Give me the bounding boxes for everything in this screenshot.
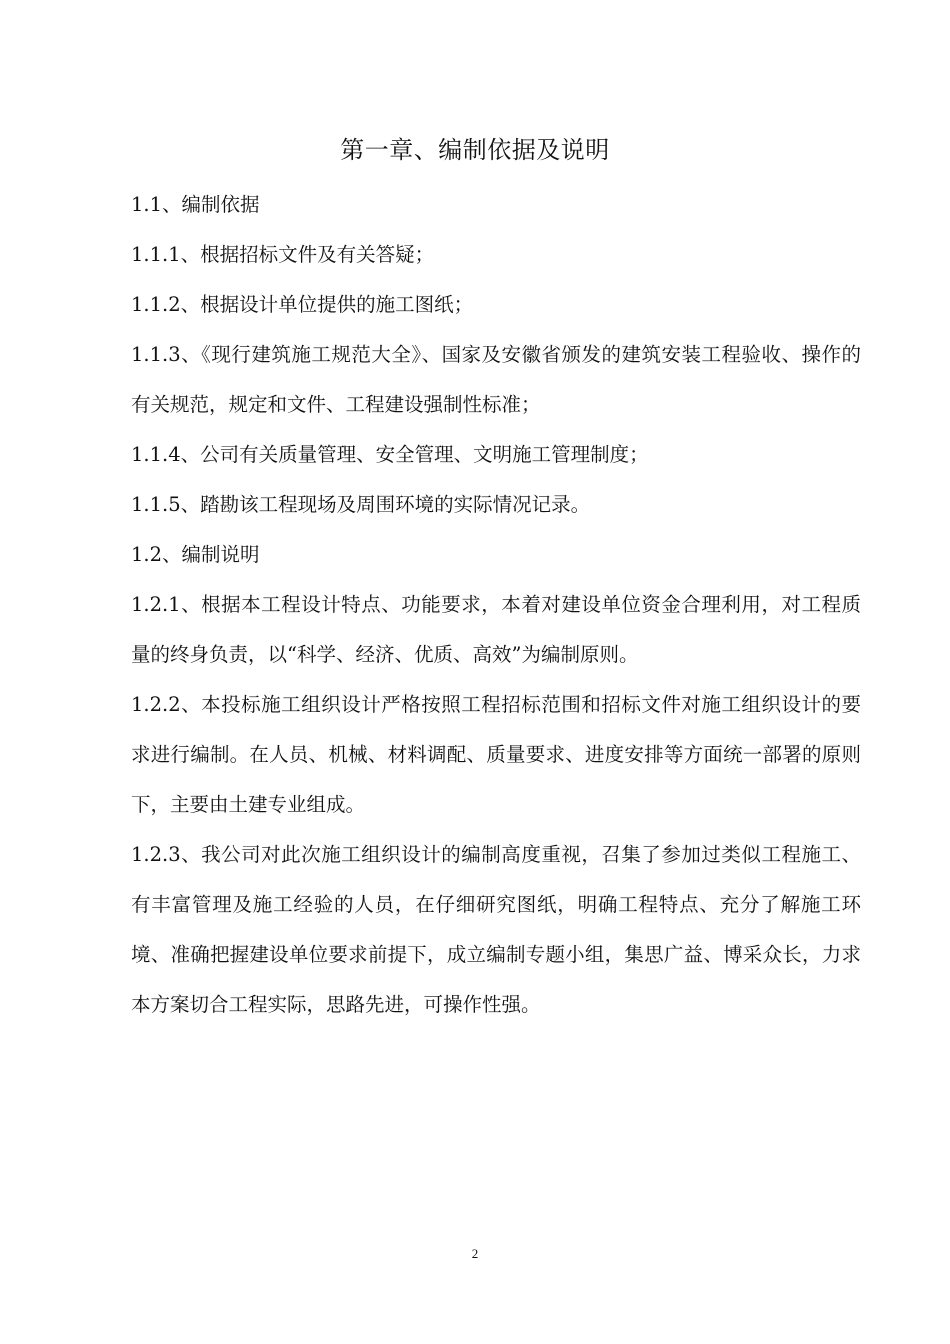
paragraph-1-1-4: 1.1.4、公司有关质量管理、安全管理、文明施工管理制度； [131, 443, 649, 466]
section-heading-1-2: 1.2、编制说明 [131, 543, 260, 566]
paragraph-1-1-1: 1.1.1、根据招标文件及有关答疑； [131, 243, 435, 266]
page-number: 2 [471, 1246, 479, 1261]
paragraph-1-2-3: 1.2.3、我公司对此次施工组织设计的编制高度重视，召集了参加过类似工程施工、有丰富管理及施工经验的人员，在仔细研究图纸，明确工程特点、充分了解施工环境、准确把握建设单位要求前提下，成立编制专题小组，集思广益、博采众长，力求本方案切合工程实际，思路先进，可操作性强。 [131, 843, 861, 1016]
section-heading-1-1: 1.1、编制依据 [131, 193, 260, 216]
paragraph-1-2-1: 1.2.1、根据本工程设计特点、功能要求，本着对建设单位资金合理利用，对工程质量的终身负责，以“科学、经济、优质、高效”为编制原则。 [131, 593, 861, 666]
paragraph-1-1-3: 1.1.3、《现行建筑施工规范大全》、国家及安徽省颁发的建筑安装工程验收、操作的有关规范，规定和文件、工程建设强制性标准； [131, 343, 861, 416]
chapter-title: 第一章、编制依据及说明 [340, 136, 610, 164]
paragraph-1-1-5: 1.1.5、踏勘该工程现场及周围环境的实际情况记录。 [131, 493, 591, 516]
paragraph-1-2-2: 1.2.2、本投标施工组织设计严格按照工程招标范围和招标文件对施工组织设计的要求进行编制。在人员、机械、材料调配、质量要求、进度安排等方面统一部署的原则下，主要由土建专业组成。 [131, 693, 861, 816]
paragraph-1-1-2: 1.1.2、根据设计单位提供的施工图纸； [131, 293, 474, 316]
document-body [131, 180, 861, 1030]
